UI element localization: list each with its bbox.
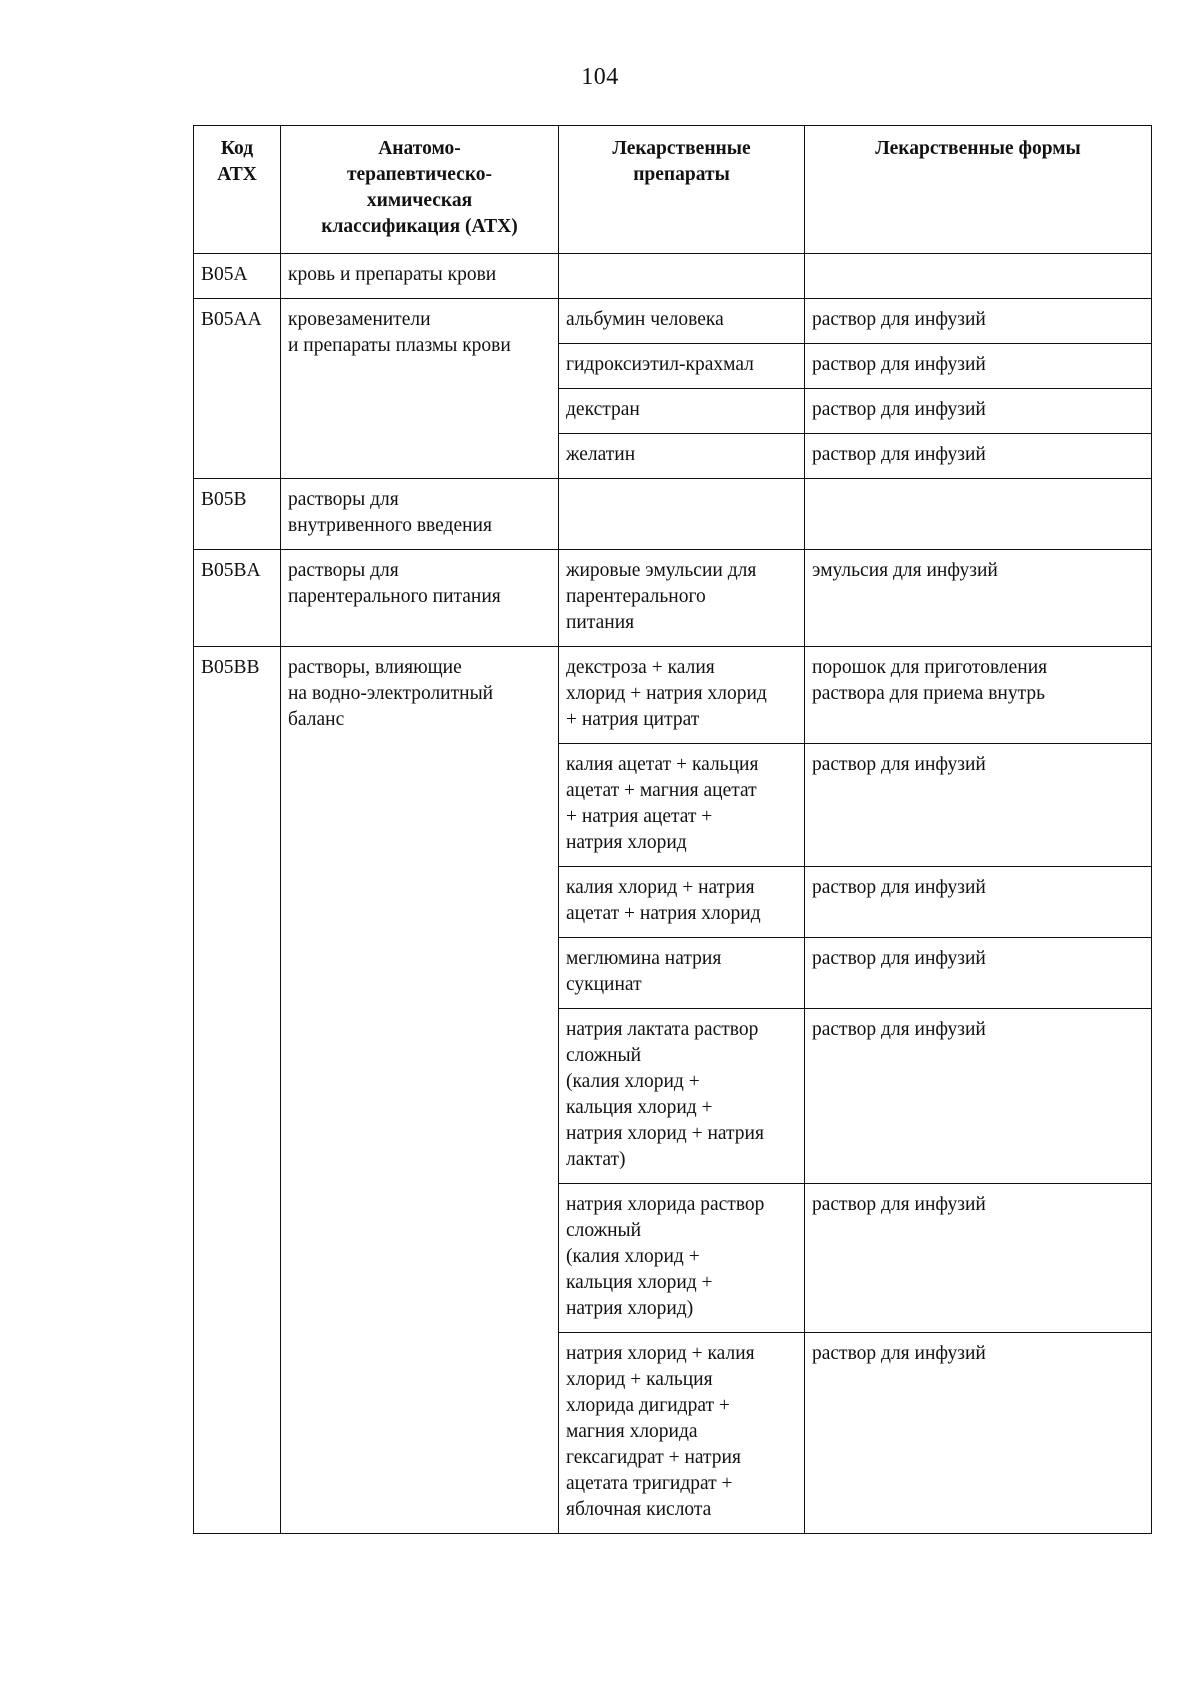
drug-cell: натрия лактата раствор сложный (калия хлорид + кальция хлорид + натрия хлорид + натрия лактат)	[559, 1009, 805, 1184]
dosage-form-cell: раствор для инфузий	[805, 434, 1152, 479]
atc-code-cell: B05B	[194, 479, 281, 550]
atc-code-cell: B05AA	[194, 299, 281, 479]
dosage-form-cell: раствор для инфузий	[805, 1009, 1152, 1184]
atc-classification-cell: кровезаменители и препараты плазмы крови	[281, 299, 559, 479]
drug-cell: декстран	[559, 389, 805, 434]
drug-cell: калия ацетат + кальция ацетат + магния ацетат + натрия ацетат + натрия хлорид	[559, 744, 805, 867]
drug-cell: натрия хлорид + калия хлорид + кальция хлорида дигидрат + магния хлорида гексагидрат + натрия ацетата тригидрат + яблочная кислота	[559, 1333, 805, 1534]
drug-cell: желатин	[559, 434, 805, 479]
table-row	[194, 647, 1152, 744]
dosage-form-cell: раствор для инфузий	[805, 1184, 1152, 1333]
header-code: Код ATX	[194, 126, 281, 254]
dosage-form-cell: раствор для инфузий	[805, 938, 1152, 1009]
atc-code-cell: B05A	[194, 254, 281, 299]
atc-table	[193, 125, 1152, 1534]
atc-classification-cell: кровь и препараты крови	[281, 254, 559, 299]
table-row	[194, 299, 1152, 344]
dosage-form-cell: раствор для инфузий	[805, 867, 1152, 938]
drug-cell: гидроксиэтил-крахмал	[559, 344, 805, 389]
dosage-form-cell: раствор для инфузий	[805, 299, 1152, 344]
atc-code-cell: B05BB	[194, 647, 281, 1534]
table-body	[194, 254, 1152, 1534]
atc-classification-cell: растворы для внутривенного введения	[281, 479, 559, 550]
drug-cell: калия хлорид + натрия ацетат + натрия хлорид	[559, 867, 805, 938]
drug-cell: жировые эмульсии для парентерального питания	[559, 550, 805, 647]
header-classification: Анатомо- терапевтическо- химическая классификация (ATX)	[281, 126, 559, 254]
table-row	[194, 550, 1152, 647]
drug-cell: меглюмина натрия сукцинат	[559, 938, 805, 1009]
drug-cell	[559, 479, 805, 550]
header-drugs: Лекарственные препараты	[559, 126, 805, 254]
dosage-form-cell: раствор для инфузий	[805, 389, 1152, 434]
dosage-form-cell: раствор для инфузий	[805, 1333, 1152, 1534]
table-row	[194, 254, 1152, 299]
atc-classification-cell: растворы для парентерального питания	[281, 550, 559, 647]
table-row	[194, 479, 1152, 550]
drug-cell: натрия хлорида раствор сложный (калия хлорид + кальция хлорид + натрия хлорид)	[559, 1184, 805, 1333]
drug-cell	[559, 254, 805, 299]
atc-code-cell: B05BA	[194, 550, 281, 647]
dosage-form-cell	[805, 254, 1152, 299]
dosage-form-cell: эмульсия для инфузий	[805, 550, 1152, 647]
table-header-row	[194, 126, 1152, 254]
atc-classification-cell: растворы, влияющие на водно-электролитный баланс	[281, 647, 559, 1534]
page-number: 104	[581, 64, 619, 90]
drug-cell: альбумин человека	[559, 299, 805, 344]
dosage-form-cell: раствор для инфузий	[805, 744, 1152, 867]
drug-cell: декстроза + калия хлорид + натрия хлорид + натрия цитрат	[559, 647, 805, 744]
dosage-form-cell: раствор для инфузий	[805, 344, 1152, 389]
dosage-form-cell: порошок для приготовления раствора для приема внутрь	[805, 647, 1152, 744]
header-forms: Лекарственные формы	[805, 126, 1152, 254]
dosage-form-cell	[805, 479, 1152, 550]
